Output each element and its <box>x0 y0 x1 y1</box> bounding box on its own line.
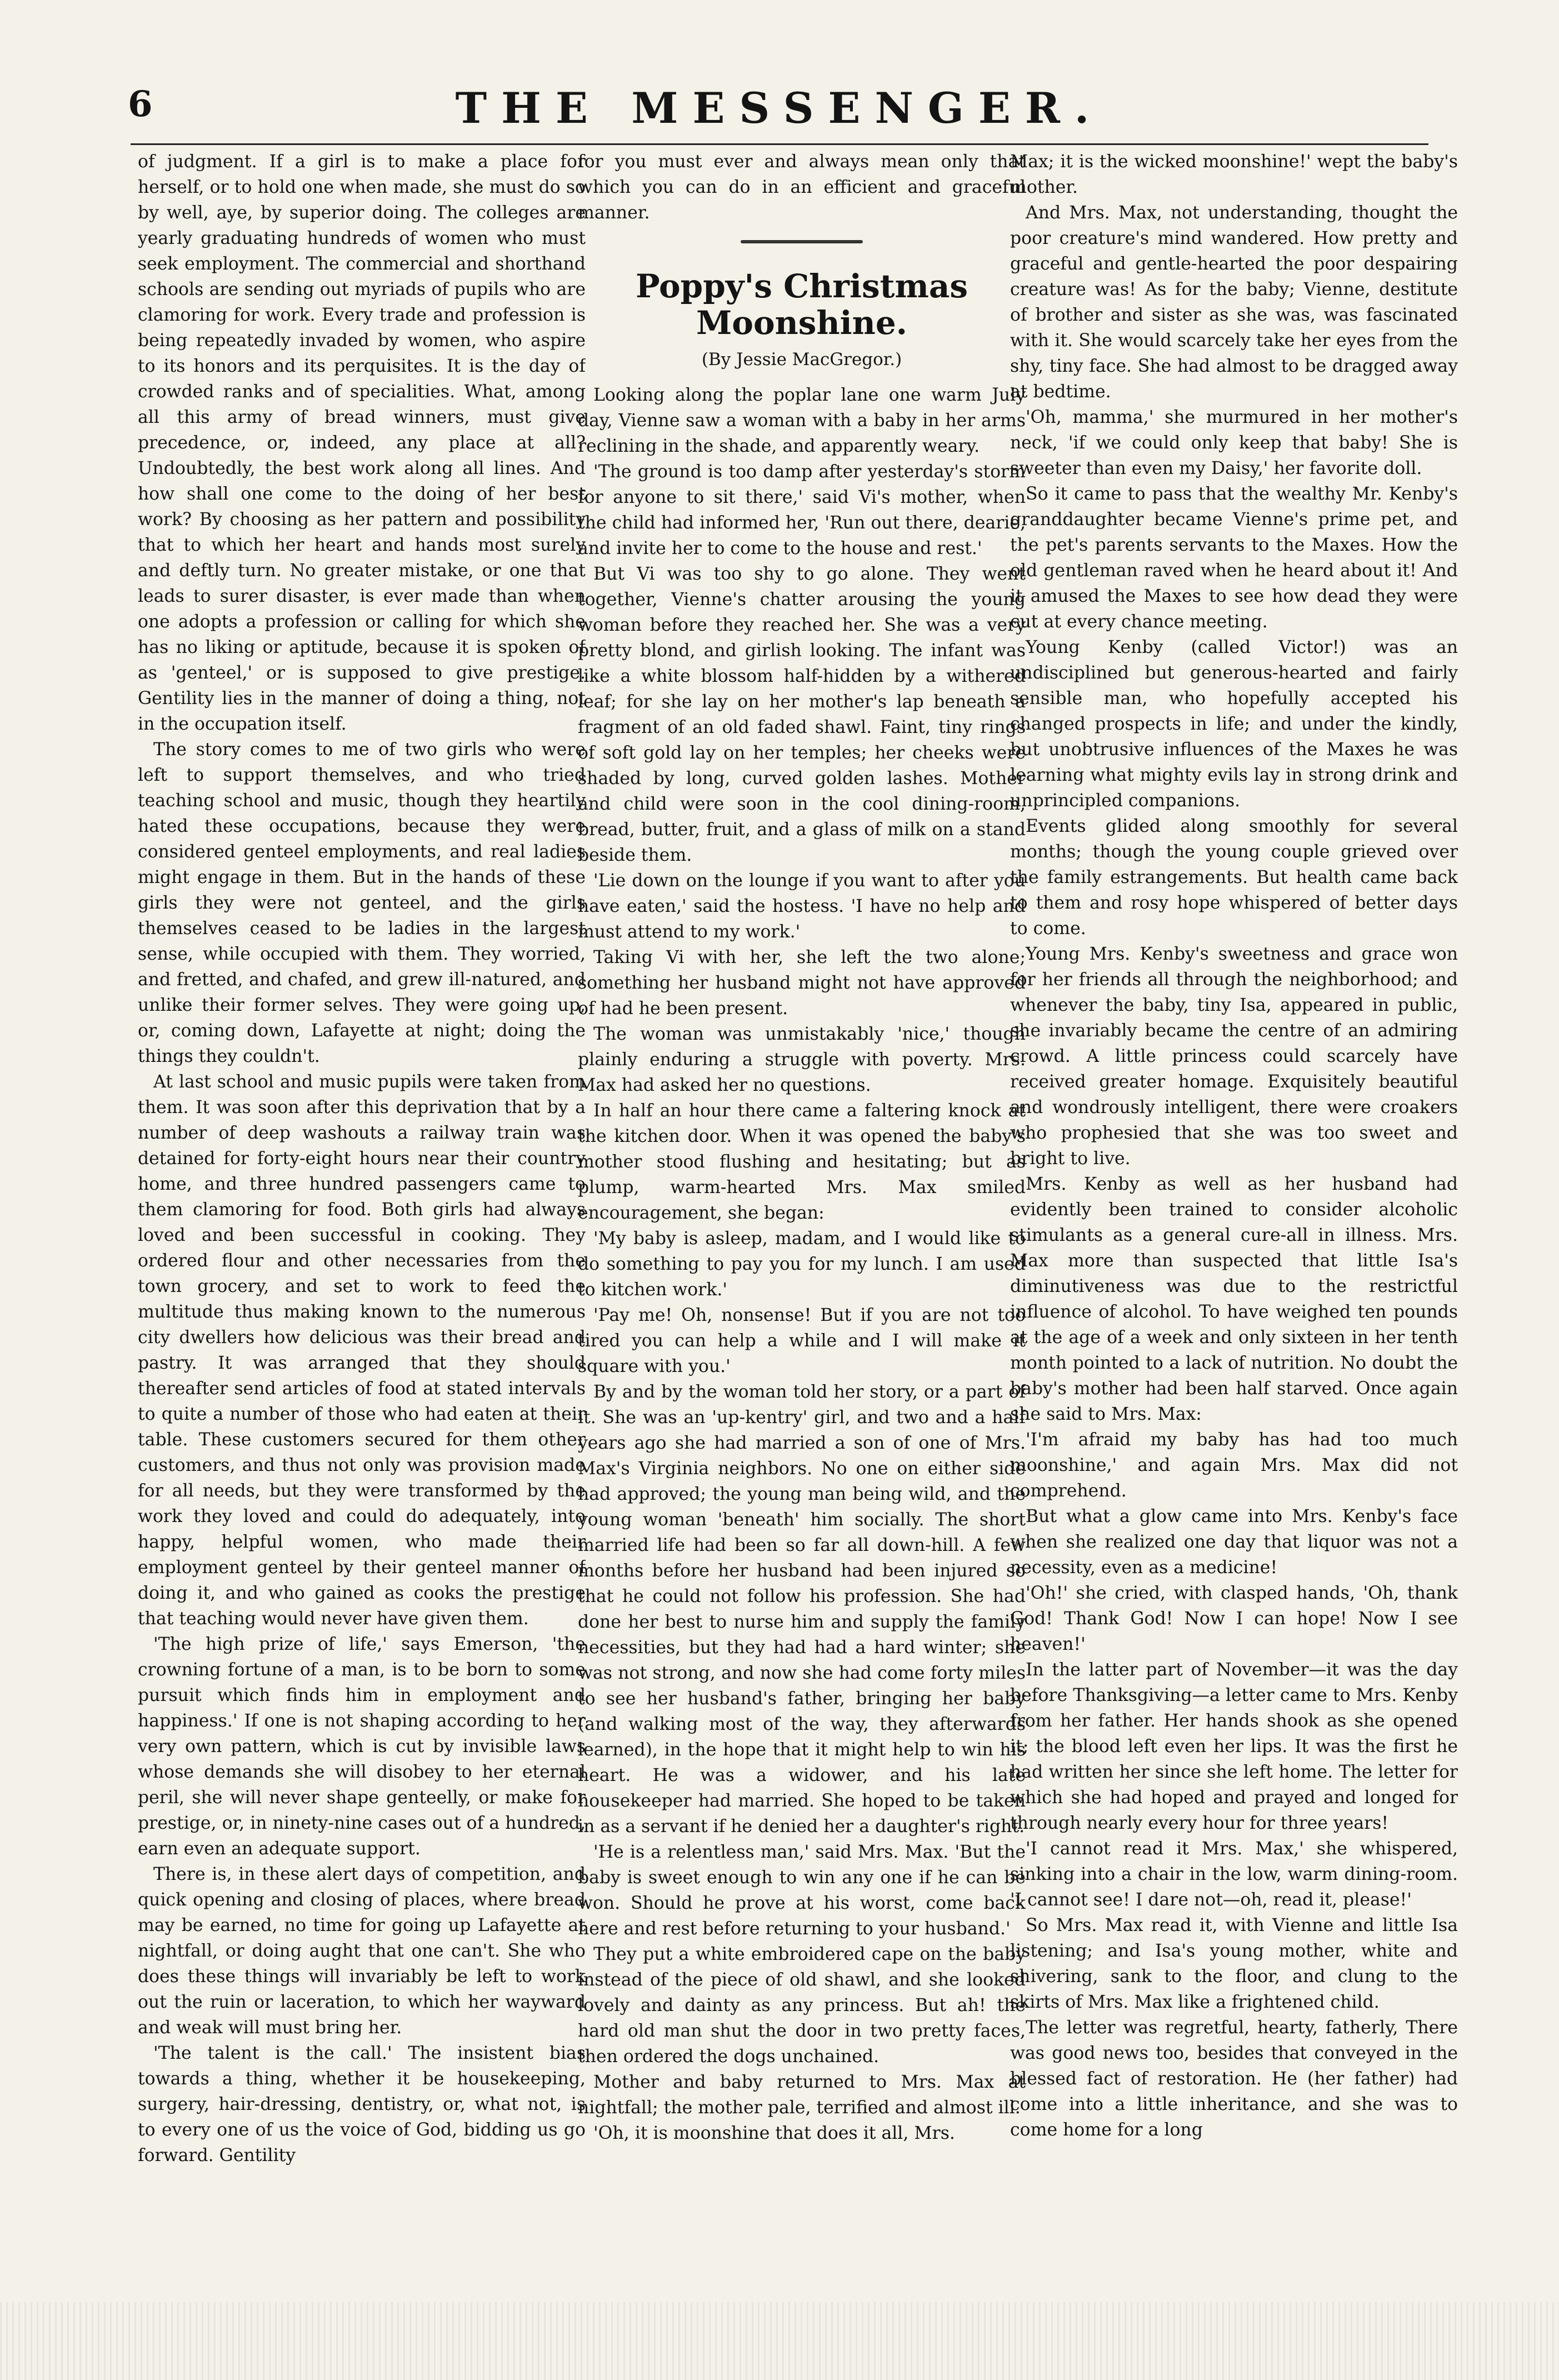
page-number: 6 <box>128 83 153 125</box>
paragraph: Looking along the poplar lane one warm July day, Vienne saw a woman with a baby in her arms reclining in the shade, and apparently weary. <box>578 385 1026 456</box>
paragraph: Mrs. Kenby as well as her husband had evidently been trained to consider alcoholic stimulants as a general cure-all in illness. Mrs. Max more than suspected that little Isa's diminutiveness was due to the restrictful influence of alcohol. To have weighed ten pounds at the age of a week and only sixteen in her tenth month pointed to a lack of nutrition. No doubt the baby's mother had been half starved. Once again she said to Mrs. Max: <box>1010 1174 1458 1424</box>
column-2 <box>578 149 1026 2291</box>
paragraph: The letter was regretful, hearty, fatherly, There was good news too, besides that conveyed in the blessed fact of restoration. He (her father) had come into a little inheritance, and she was to come home for a long <box>1010 2018 1458 2140</box>
paragraph: 'I'm afraid my baby has had too much moonshine,' and again Mrs. Max did not comprehend. <box>1010 1430 1458 1501</box>
paragraph: 'The talent is the call.' The insistent bias towards a thing, whether it be housekeeping, surgery, hair-dressing, dentistry, or, what not, is to every one of us the voice of God, bidding us go forward. Gentility <box>138 2043 586 2166</box>
paragraph: 'He is a relentless man,' said Mrs. Max. 'But the baby is sweet enough to win any one if he can be won. Should he prove at his worst, come back here and rest before returning to your husband.' <box>578 1842 1026 1939</box>
newspaper-title: THE MESSENGER. <box>455 83 1104 133</box>
page-bottom-noise <box>0 2302 1559 2380</box>
paragraph: At last school and music pupils were taken from them. It was soon after this deprivation that by a number of deep washouts a railway train was detained for forty-eight hours near their country home, and three hundred passengers came to them clamoring for food. Both girls had always loved and been successful in cooking. They ordered flour and other necessaries from the town grocery, and set to work to feed the multitude thus making known to the numerous city dwellers how delicious was their bread and pastry. It was arranged that they should thereafter send articles of food at stated intervals to quite a number of those who had eaten at their table. These customers secured for them other customers, and thus not only was provision made for all needs, but they were transformed by the work they loved and could do adequately, into happy, helpful women, who made their employment genteel by their genteel manner of doing it, and who gained as cooks the prestige that teaching would never have given them. <box>138 1072 586 1629</box>
column-1 <box>138 149 586 2291</box>
story-title: Poppy's Christmas Moonshine. <box>635 267 968 342</box>
column-3 <box>1010 149 1458 2291</box>
paragraph: Young Mrs. Kenby's sweetness and grace won for her friends all through the neighborhood; and whenever the baby, tiny Isa, appeared in public, she invariably became the centre of an admiring crowd. A little princess could scarcely have received greater homage. Exquisitely beautiful and wondrously intelligent, there were croakers who prophesied that she was too sweet and bright to live. <box>1010 944 1458 1169</box>
paragraph: Events glided along smoothly for several months; though the young couple grieved over the family estrangements. But health came back to them and rosy hope whispered of better days to come. <box>1010 816 1458 939</box>
paragraph: So Mrs. Max read it, with Vienne and little Isa listening; and Isa's young mother, white and shivering, sank to the floor, and clung to the skirts of Mrs. Max like a frightened child. <box>1010 1915 1458 2012</box>
paragraph: 'Lie down on the lounge if you want to after you have eaten,' said the hostess. 'I have no help and must attend to my work.' <box>578 871 1026 942</box>
paragraph: 'The ground is too damp after yesterday's storm for anyone to sit there,' said Vi's mother, when the child had informed her, 'Run out there, dearie, and invite her to come to the house and rest.' <box>578 462 1026 558</box>
story-byline: (By Jessie MacGregor.) <box>701 350 902 370</box>
paragraph: They put a white embroidered cape on the baby instead of the piece of old shawl, and she looked lovely and dainty as any princess. But ah! the hard old man shut the door in two pretty faces, then ordered the dogs unchained. <box>578 1944 1026 2067</box>
masthead-rule <box>131 143 1428 145</box>
paragraph: 'My baby is asleep, madam, and I would like to do something to pay you for my lunch. I am used to kitchen work.' <box>578 1229 1026 1300</box>
paragraph: 'Oh, it is moonshine that does it all, Mrs. <box>593 2123 955 2143</box>
paragraph: Mother and baby returned to Mrs. Max at nightfall; the mother pale, terrified and almost ill. <box>578 2072 1026 2118</box>
paragraph: 'Oh, mamma,' she murmured in her mother's neck, 'if we could only keep that baby! She is sweeter than even my Daisy,' her favorite doll. <box>1010 407 1458 478</box>
paragraph: The woman was unmistakably 'nice,' though plainly enduring a struggle with poverty. Mrs. Max had asked her no questions. <box>578 1024 1026 1095</box>
paragraph: There is, in these alert days of competition, and quick opening and closing of places, where bread may be earned, no time for going up Lafayette at nightfall, or doing aught that one can't. She who does these things will invariably be left to work out the ruin or laceration, to which her wayward and weak will must bring her. <box>138 1864 586 2038</box>
paragraph: The story comes to me of two girls who were left to support themselves, and who tried teaching school and music, though they heartily hated these occupations, because they were considered genteel employments, and real ladies might engage in them. But in the hands of these girls they were not genteel, and the girls themselves ceased to be ladies in the largest sense, while occupied with them. They worried, and fretted, and chafed, and grew ill-natured, and unlike their former selves. They were going up, or, coming down, Lafayette at night; doing the things they couldn't. <box>138 740 586 1066</box>
paragraph: But Vi was too shy to go alone. They went together, Vienne's chatter arousing the young woman before they reached her. She was a very pretty blond, and girlish looking. The infant was like a white blossom half-hidden by a withered leaf; for she lay on her mother's lap beneath a fragment of an old faded shawl. Faint, tiny rings of soft gold lay on her temples; her cheeks were shaded by long, curved golden lashes. Mother and child were soon in the cool dining-room, bread, butter, fruit, and a glass of milk on a stand beside them. <box>578 564 1026 865</box>
paragraph: In the latter part of November—it was the day before Thanksgiving—a letter came to Mrs. Kenby from her father. Her hands shook as she opened it; the blood left even her lips. It was the first he had written her since she left home. The letter for which she had hoped and prayed and longed for through nearly every hour for three years! <box>1010 1660 1458 1833</box>
masthead <box>128 83 1431 139</box>
paragraph: 'The high prize of life,' says Emerson, 'the crowning fortune of a man, is to be born to some pursuit which finds him in employment and happiness.' If one is not shaping according to her very own pattern, which is cut by invisible laws whose demands she will disobey to her eternal peril, she will never shape genteelly, or make for prestige, or, in ninety-nine cases out of a hundred, earn even an adequate support. <box>138 1634 586 1859</box>
paragraph: Max; it is the wicked moonshine!' wept the baby's mother. <box>1010 152 1458 197</box>
paragraph: of judgment. If a girl is to make a place for herself, or to hold one when made, she must do so by well, aye, by superior doing. The colleges are yearly graduating hundreds of women who must seek employment. The commercial and shorthand schools are sending out myriads of pupils who are clamoring for work. Every trade and profession is being repeatedly invaded by women, who aspire to its honors and its perquisites. It is the day of crowded ranks and of specialities. What, among all this army of bread winners, must give precedence, or, indeed, any place at all? Undoubtedly, the best work along all lines. And how shall one come to the doing of her best work? By choosing as her pattern and possibility that to which her heart and hands most surely and deftly turn. No greater mistake, or one that leads to surer disaster, is ever made than when one adopts a profession or calling for which she has no liking or aptitude, because it is spoken of as 'genteel,' or is supposed to give prestige. Gentility lies in the manner of doing a thing, not in the occupation itself. <box>138 152 586 734</box>
paragraph: By and by the woman told her story, or a part of it. She was an 'up-kentry' girl, and two and a half years ago she had married a son of one of Mrs. Max's Virginia neighbors. No one on either side had approved; the young man being wild, and the young woman 'beneath' him socially. The short married life had been so far all down-hill. A few months before her husband had been injured so that he could not follow his profession. She had done her best to nurse him and supply the family necessities, but they had had a hard winter; she was not strong, and now she had come forty miles to see her husband's father, bringing her baby (and walking most of the way, they afterwards learned), in the hope that it might help to win his heart. He was a widower, and his late housekeeper had married. She hoped to be taken in as a servant if he denied her a daughter's right. <box>578 1382 1026 1837</box>
paragraph: In half an hour there came a faltering knock at the kitchen door. When it was opened the baby's mother stood flushing and hesitating; but as plump, warm-hearted Mrs. Max smiled encouragement, she began: <box>578 1101 1026 1223</box>
paragraph: Young Kenby (called Victor!) was an undisciplined but generous-hearted and fairly sensible man, who hopefully accepted his changed prospects in life; and under the kindly, but unobtrusive influences of the Maxes he was learning what mighty evils lay in strong drink and unprincipled companions. <box>1010 637 1458 811</box>
paragraph: So it came to pass that the wealthy Mr. Kenby's granddaughter became Vienne's prime pet, and the pet's parents servants to the Maxes. How the old gentleman raved when he heard about it! And it amused the Maxes to see how dead they were cut at every chance meeting. <box>1010 484 1458 632</box>
paragraph: Taking Vi with her, she left the two alone; something her husband might not have approved of had he been present. <box>578 947 1026 1019</box>
paragraph: 'Pay me! Oh, nonsense! But if you are not too tired you can help a while and I will make it square with you.' <box>578 1305 1026 1376</box>
paragraph: for you must ever and always mean only that which you can do in an efficient and graceful manner. <box>578 152 1026 223</box>
paragraph: 'Oh!' she cried, with clasped hands, 'Oh, thank God! Thank God! Now I can hope! Now I see heaven!' <box>1010 1583 1458 1654</box>
paragraph: 'I cannot read it Mrs. Max,' she whispered, sinking into a chair in the low, warm dining-room. 'I cannot see! I dare not—oh, read it, please!' <box>1010 1839 1458 1910</box>
section-divider <box>741 240 863 243</box>
paragraph: And Mrs. Max, not understanding, thought the poor creature's mind wandered. How pretty and graceful and gentle-hearted the poor despairing creature was! As for the baby; Vienne, destitute of brother and sister as she was, was fascinated with it. She would scarcely take her eyes from the shy, tiny face. She had almost to be dragged away at bedtime. <box>1010 203 1458 402</box>
paragraph: But what a glow came into Mrs. Kenby's face when she realized one day that liquor was not a necessity, even as a medicine! <box>1010 1506 1458 1578</box>
